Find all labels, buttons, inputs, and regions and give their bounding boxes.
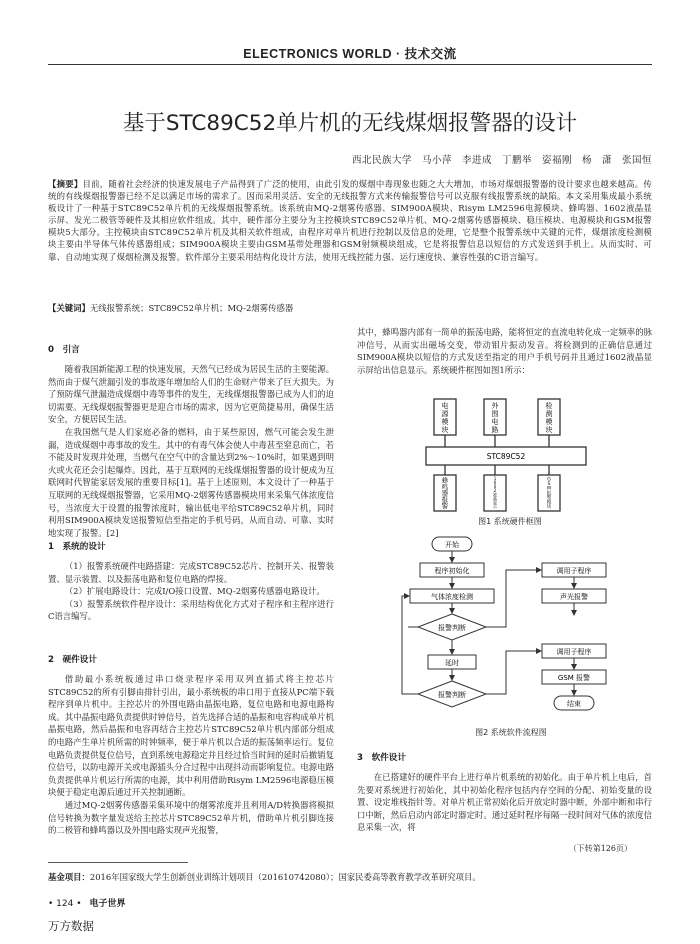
- journal-header: ELECTRONICS WORLD · 技术交流: [243, 47, 457, 61]
- fig2-init-label: 程序初始化: [434, 567, 470, 575]
- section-heading-software: 3 软件设计: [357, 753, 406, 763]
- right-column-text: [357, 326, 652, 376]
- intro-paragraph-2: 在我国燃气是人们家庭必备的燃料，由于某些原因，燃气可能会发生泄漏，造成煤烟中毒事故的发生。其中的有毒气体会使人中毒甚至窒息而亡，若不能及时发现并处理，当燃气在空气中的含量达到2%～10%时，如果遇到明火或火花还会引起爆炸。因此，基于互联网的无线煤烟报警器的设计便成为互联网时代智能家居发展的重要目标[1]。基于上述原则，本文设计了一种基于互联网的无线煤烟报警器，它采用MQ-2烟雾传感器模块用来采集气体浓度信号，当浓度大于设置的报警浓度时，输出低电平给STC89C52单片机，同时利用SIM900A模块发送报警短信至指定的手机号码，从而自动、可靠、实时地实现了报警。[2]: [48, 426, 334, 538]
- fig2-judge-1-label: 报警判断: [438, 624, 466, 632]
- intro-paragraph-1: 随着我国新能源工程的快速发展，天然气已经成为居民生活的主要能源。然而由于煤气泄漏引发的事故逐年增加给人们的生命财产带来了巨大损失。为了预防煤气泄漏造成煤烟中毒等事件的发生，无线煤烟报警器已成为人们的迫切需要。无线煤烟报警器更是迎合市场的需求，因为它更简捷易用，确保生活安全，方便居民生活。: [48, 364, 334, 425]
- abstract: [48, 178, 652, 263]
- keywords-text: 无线报警系统；STC89C52单片机；MQ-2烟雾传感器: [89, 303, 294, 313]
- fig1-top-label-2: 检测模块: [545, 402, 553, 434]
- funding-note: [48, 871, 652, 883]
- page-footer: [48, 896, 126, 909]
- design-item-1: （1）报警系统硬件电路搭建：完成STC89C52芯片、控制开关、报警装置、显示装置、以及振荡电路和复位电路的焊接。: [48, 561, 334, 584]
- fig1-top-label-1: 外围电路: [491, 402, 499, 434]
- fig2-judge-2-label: 报警判断: [438, 691, 466, 699]
- footer-journal-name: 电子世界: [89, 899, 126, 909]
- fig1-bottom-label-0: 蜂鸣器报警: [441, 476, 449, 510]
- hardware-text: [48, 673, 334, 837]
- keywords: [48, 302, 652, 314]
- fig2-gsm-label: GSM 报警: [557, 674, 591, 682]
- page-number: • 124 •: [48, 899, 82, 909]
- authors: 西北民族大学 马小萍 李进成 丁鹏举 姿福刚 杨 潇 张国恒: [351, 155, 652, 166]
- design-text: [48, 560, 334, 623]
- design-item-2: （2）扩展电路设计：完成I/O接口设置、MQ-2烟雾传感器电路设计。: [64, 586, 325, 597]
- fig1-mcu-label: STC89C52: [486, 452, 526, 461]
- figure-1-caption: 图1 系统硬件框图: [478, 517, 542, 526]
- fig1-bottom-label-1: 1 6 0 2 液晶显示: [493, 476, 497, 509]
- fig2-detect-label: 气体浓度检测: [431, 593, 473, 601]
- fig2-call-prog-label: 调用子程序: [556, 567, 592, 575]
- paper-title: 基于STC89C52单片机的无线煤烟报警器的设计: [122, 111, 578, 136]
- software-text: [357, 771, 652, 834]
- abstract-label: 【摘要】: [48, 179, 83, 189]
- footnote-rule: [48, 862, 188, 863]
- fig1-bottom-label-2: G S M 报警模块: [546, 477, 552, 510]
- funding-label: 基金项目：: [48, 872, 90, 882]
- continued-note: （下转第126页）: [568, 844, 632, 853]
- fig2-sound-light-label: 声光报警: [560, 593, 588, 601]
- keywords-label: 【关键词】: [48, 303, 90, 313]
- continued-paragraph: 其中，蜂鸣器内部有一简单的振荡电路，能将恒定的直流电转化成一定频率的脉冲信号，从而实出磁场交变，带动钼片振动发音。将检测到的正确信息通过SIM900A模块以短信的方式发送至指定的用户手机号码并且通过1602液晶显示屏给出信息显示。系统硬件框图如图1所示：: [357, 327, 652, 375]
- funding-text: 2016年国家级大学生创新创业训练计划项目（201610742080）；国家民委高等教育教学改革研究项目。: [89, 872, 481, 882]
- hardware-paragraph-1: 借助最小系统板通过串口烧录程序采用双列直插式将主控芯片STC89C52的所有引脚由排针引出，最小系统板的串口用于直接从PC端下载程序到单片机中。主控芯片的外围电路由晶振电路，复位电路和电源电路构成。其中晶振电路负责提供时钟信号，首先选择合适的晶振和电容构成单片机晶振电路，然后晶振和电容再结合主控芯片STC89C52单片机内部部分组成的电路产生单片机所需的时钟频率，便于单片机以合适的振荡频率运行。复位电路负责提供复位信号，直到系统电源稳定并且经过恰当时间的延时后撤销复位信号，以防电源开关或电源插头分合过程中出现抖动而影响复位。电源电路负责提供单片机运行所需的电源，其中利用借助Risym LM2596电源稳压模块便于稳定电源后通过开关控制通断。: [48, 674, 334, 798]
- fig2-call-sub-label: 调用子程序: [556, 648, 592, 656]
- section-heading-hardware: 2 硬件设计: [48, 655, 97, 665]
- section-heading-intro: 0 引言: [48, 345, 80, 355]
- fig2-end-label: 结束: [567, 700, 581, 708]
- design-item-3: （3）报警系统软件程序设计：采用结构优化方式对子程序和主程序进行C语言编写。: [48, 598, 334, 622]
- figure-2-caption: 图2 系统软件流程图: [475, 728, 547, 737]
- header-rule: [48, 64, 652, 65]
- fig1-top-label-0: 电源模块: [441, 402, 449, 434]
- fig2-start-label: 开始: [445, 541, 459, 549]
- abstract-text: 目前，随着社会经济的快速发展电子产品得到了广泛的使用，由此引发的煤烟中毒现象也随之大大增加，市场对煤烟报警器的设计要求也越来越高。传统的有线煤烟报警器已经不足以满足市场的需求了。因而采用灵活、安全的无线报警方式来传输报警信号可以克服有线报警系统的缺陷。本文采用集成最小系统板设计了一种基于STC89C52单片机的无线煤烟报警系统。该系统由MQ-2烟雾传感器、SIM900A模块、Risym LM2596电源模块、蜂鸣器、1602液晶显示屏、发光二极管等硬件及其相应软件组成。其中，硬件部分主要分为主控模块STC89C52单片机、MQ-2烟雾传感器模块、稳压模块、电源模块和GSM报警模块5大部分。主控模块由STC89C52单片机及其相关软件组成，由程序对单片机进行控制以及信息的处理，它是整个报警系统中关键的元件，煤烟浓度检测模块主要由半导体气体传感器组成；SIM900A模块主要由GSM基带处理器和GSM射频模块组成，它是将报警信息以短信的方式发送到手机上。从而实时、可靠、自动地实现了煤烟检测及报警。软件部分主要采用结构化设计方法，使用无线控能力强、运行速度快、兼容性强的C语言编写。: [48, 179, 652, 262]
- intro-text: [48, 363, 334, 539]
- figure-1-hardware-block-diagram: [420, 393, 600, 513]
- section-heading-design: 1 系统的设计: [48, 542, 106, 552]
- fig2-delay-label: 延时: [445, 659, 459, 667]
- figure-2-software-flowchart: [396, 531, 626, 721]
- watermark: 万方数据: [48, 919, 94, 933]
- hardware-paragraph-2: 通过MQ-2烟雾传感器采集环境中的烟雾浓度并且利用A/D转换器将模拟信号转换为数字量发送给主控芯片STC89C52单片机，借助单片机引脚连接的二极管和蜂鸣器以及外围电路实现声光报警，: [48, 799, 334, 836]
- software-paragraph-1: 在已搭建好的硬件平台上进行单片机系统的初始化。由于单片机上电后，首先要对系统进行初始化，其中初始化程序包括内存空间的分配、初始变量的设置、设定堆栈指针等。对单片机正常初始化后开放定时器中断，外部中断和串行口中断，然后启动内部定时器定时。通过延时程序每隔一段时间对气体的浓度信息采集一次，将: [357, 772, 652, 833]
